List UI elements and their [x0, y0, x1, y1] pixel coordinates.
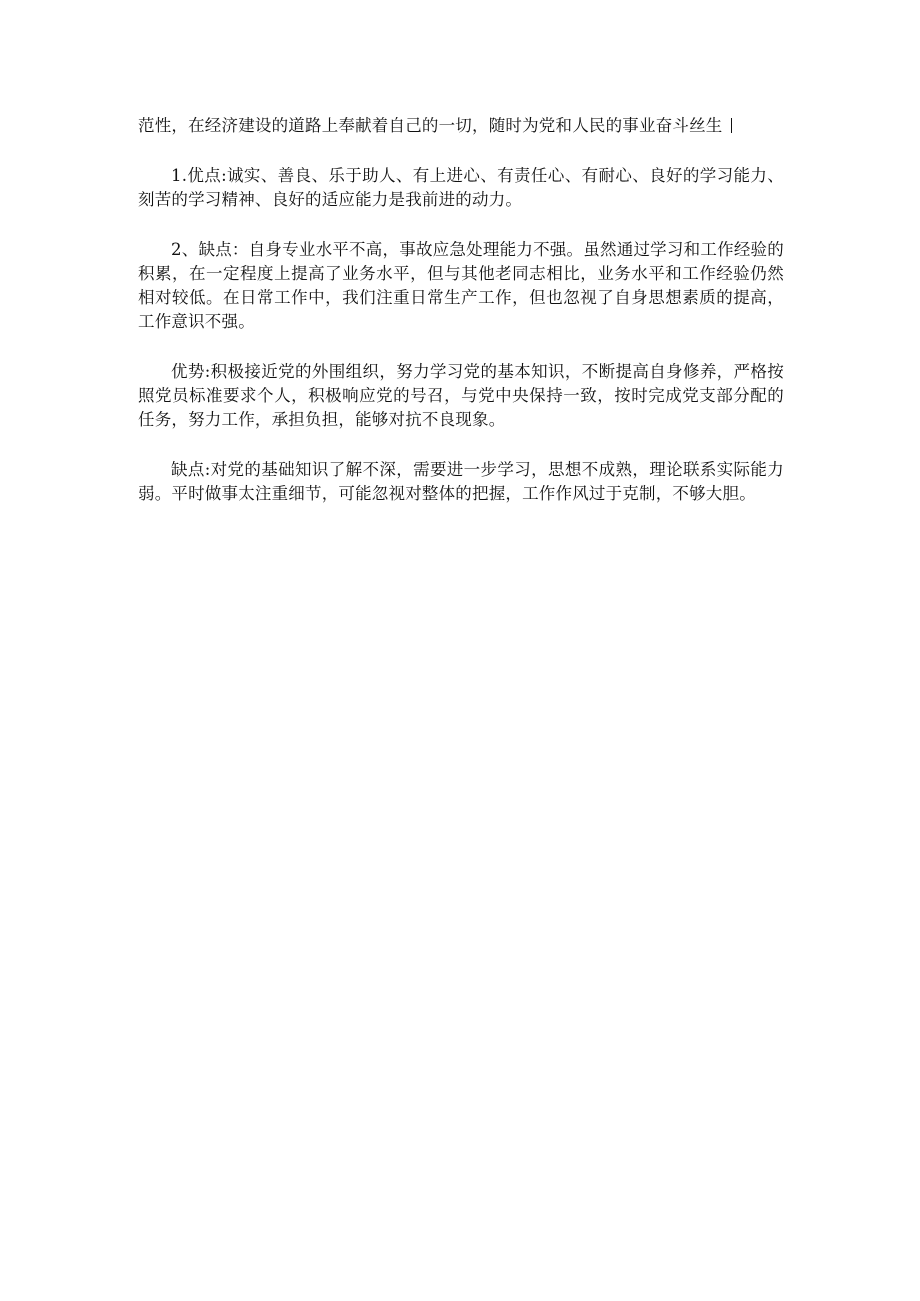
paragraph-strengths: 1.优点:诚实、善良、乐于助人、有上进心、有责任心、有耐心、良好的学习能力、刻苦的学习精神、良好的适应能力是我前进的动力。 — [138, 166, 784, 209]
document-body — [138, 114, 784, 532]
text-cursor-mark — [731, 118, 732, 133]
paragraph-continuation-text: 范性，在经济建设的道路上奉献着自己的一切，随时为党和人民的事业奋斗丝生 — [138, 116, 723, 135]
paragraph-advantages-party: 优势:积极接近党的外围组织，努力学习党的基本知识，不断提高自身修养，严格按照党员标准要求个人，积极响应党的号召，与党中央保持一致，按时完成党支部分配的任务，努力工作，承担负担，能够对抗不良现象。 — [138, 362, 784, 429]
paragraph-continuation — [138, 114, 784, 138]
paragraph-weaknesses-work: 2、缺点：自身专业水平不高，事故应急处理能力不强。虽然通过学习和工作经验的积累，在一定程度上提高了业务水平，但与其他老同志相比，业务水平和工作经验仍然相对较低。在日常工作中，我们注重日常生产工作，但也忽视了自身思想素质的提高，工作意识不强。 — [138, 240, 784, 331]
paragraph-weaknesses-party: 缺点:对党的基础知识了解不深，需要进一步学习，思想不成熟，理论联系实际能力弱。平时做事太注重细节，可能忽视对整体的把握，工作作风过于克制，不够大胆。 — [138, 460, 784, 503]
